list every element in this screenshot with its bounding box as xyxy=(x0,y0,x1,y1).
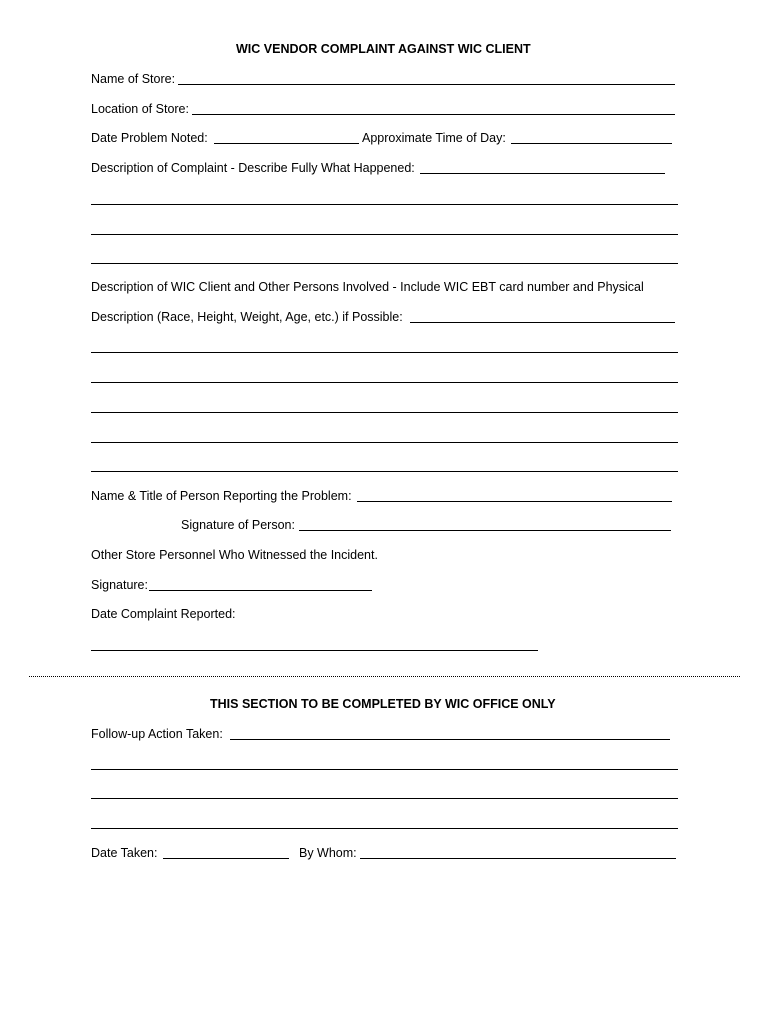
date-taken-field[interactable] xyxy=(163,845,289,859)
description-line-2[interactable] xyxy=(91,234,678,235)
name-of-store-field[interactable] xyxy=(178,71,675,85)
followup-line-3[interactable] xyxy=(91,828,678,829)
client-description-label-2: Description (Race, Height, Weight, Age, etc.) if Possible: xyxy=(91,310,403,324)
description-label: Description of Complaint - Describe Fully What Happened: xyxy=(91,161,415,175)
client-description-line-1[interactable] xyxy=(91,352,678,353)
section-divider xyxy=(29,676,740,677)
followup-field[interactable] xyxy=(230,726,670,740)
witness-label: Other Store Personnel Who Witnessed the Incident. xyxy=(91,548,378,562)
signature-label: Signature: xyxy=(91,578,148,592)
form-title: WIC VENDOR COMPLAINT AGAINST WIC CLIENT xyxy=(236,42,531,56)
followup-label: Follow-up Action Taken: xyxy=(91,727,223,741)
reporter-label: Name & Title of Person Reporting the Problem: xyxy=(91,489,352,503)
client-description-label-1: Description of WIC Client and Other Persons Involved - Include WIC EBT card number and Physical xyxy=(91,280,644,294)
approx-time-label: Approximate Time of Day: xyxy=(362,131,506,145)
signature-of-person-label: Signature of Person: xyxy=(181,518,295,532)
followup-line-2[interactable] xyxy=(91,798,678,799)
reporter-field[interactable] xyxy=(357,488,672,502)
approx-time-field[interactable] xyxy=(511,130,672,144)
office-section-title: THIS SECTION TO BE COMPLETED BY WIC OFFICE ONLY xyxy=(210,697,556,711)
client-description-line-5[interactable] xyxy=(91,471,678,472)
date-reported-label: Date Complaint Reported: xyxy=(91,607,236,621)
date-problem-noted-label: Date Problem Noted: xyxy=(91,131,208,145)
description-field[interactable] xyxy=(420,160,665,174)
signature-of-person-field[interactable] xyxy=(299,517,671,531)
followup-line-1[interactable] xyxy=(91,769,678,770)
by-whom-label: By Whom: xyxy=(299,846,357,860)
name-of-store-label: Name of Store: xyxy=(91,72,176,86)
location-of-store-field[interactable] xyxy=(192,101,675,115)
date-reported-line[interactable] xyxy=(91,650,538,651)
client-description-line-2[interactable] xyxy=(91,382,678,383)
date-problem-noted-field[interactable] xyxy=(214,130,359,144)
client-description-line-3[interactable] xyxy=(91,412,678,413)
date-taken-label: Date Taken: xyxy=(91,846,158,860)
signature-field[interactable] xyxy=(149,577,372,591)
description-line-1[interactable] xyxy=(91,204,678,205)
by-whom-field[interactable] xyxy=(360,845,676,859)
location-of-store-label: Location of Store: xyxy=(91,102,189,116)
client-description-line-4[interactable] xyxy=(91,442,678,443)
description-line-3[interactable] xyxy=(91,263,678,264)
client-description-field[interactable] xyxy=(410,309,675,323)
